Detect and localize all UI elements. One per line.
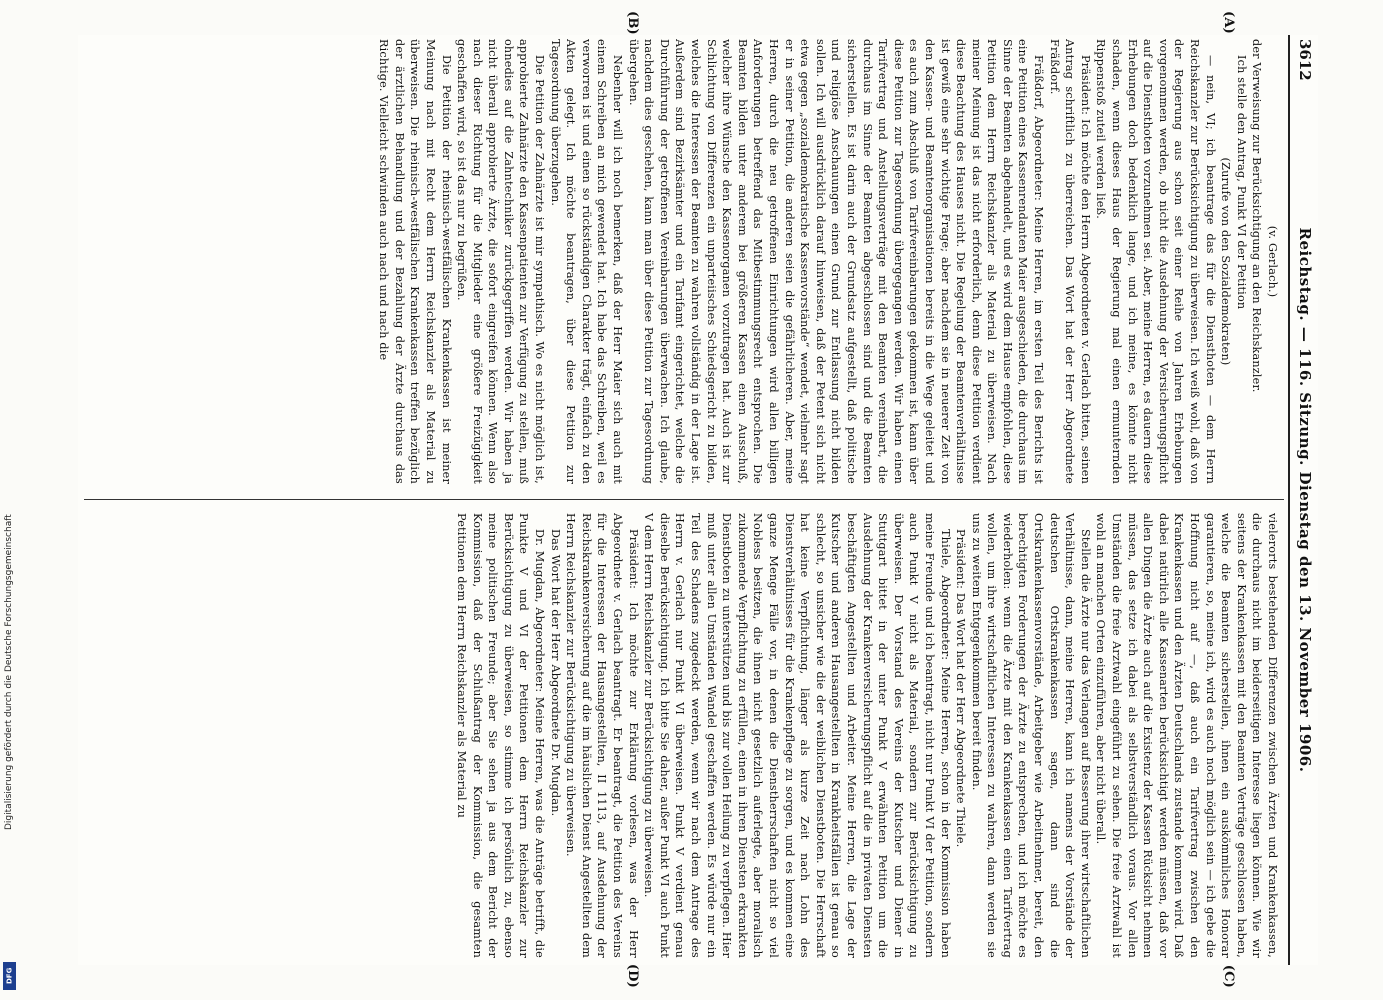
- dfg-logo: DFG: [3, 962, 16, 990]
- paragraph: Fräßdorf, Abgeordneter: Meine Herren, im ersten Teil des Berichts ist eine Petition eines Kassenrendanten Maier ausgeschieden, die durchaus im Sinne der Beamten abgehandelt, und es wird dem Hause empfohlen, diese Petition dem Herrn Reichskanzler als Material zu überweisen. Nach meiner Meinung ist das nicht erforderlich, denn diese Petition verdient diese Beachtung des Hauses nicht. Die Regelung der Beamtenverhältnisse ist gewiß eine sehr wichtige Frage; aber nachdem sie in neuerer Zeit von den Kassen- und Beamtenorganisationen bereits in die Wege geleitet und es auch zum Abschluß von Tarifvereinbarungen gekommen ist, kann über diese Petition zur Tagesordnung übergegangen werden. Wir haben einen Tarifvertrag und Anstellungsverträge mit den Beamten vereinbart, die durchaus im Sinne der Beamten abgeschlossen sind und die Beamten sicherstellen. Es ist darin auch der Grundsatz aufgestellt, daß politische und religiöse Anschauungen einen Grund zur Entlassung nicht bilden sollen. Ich will ausdrücklich darauf hinweisen, daß der Petent sich nicht etwa gegen „sozialdemokratische Kassenvorstände“ wendet, vielmehr sagt er in seiner Petition, die anderen seien die gefährlicheren. Aber, meine Herren, durch die neu getroffenen Einrichtungen wird allen billigen Anforderungen betreffend das Mitbestimmungsrecht entsprochen. Die Beamten bilden unter anderem bei größeren Kassen einen Ausschuß, welcher ihre Wünsche den Kassenorganen vorzutragen hat. Auch ist zur Schlichtung von Differenzen ein unparteiisches Schiedsgericht zu bilden, welches die Interessen der Beamten zu wahren vollständig in der Lage ist. Außerdem sind Bezirksämter und ein Tarifamt eingerichtet, welche die Durchführung der getroffenen Vereinbarungen überwachen. Ich glaube, nachdem dies geschehen, kann man über diese Petition zur Tagesordnung übergehen.: [626, 39, 1046, 484]
- paragraph: Die Petition der Zahnärzte ist mir sympathisch. Wo es nicht möglich ist, approbierte Zahnärzte den Kassenpatienten zur Verfügung zu stellen, muß ohnedies auf die Zahntechniker zurückgegriffen werden. Wir haben ja nicht überall approbierte Ärzte, die sofort eingreifen können. Wenn also nach dieser Richtung für die Mitglieder eine größere Freizügigkeit geschaffen wird, so ist das nur zu begrüßen.: [455, 39, 547, 484]
- paragraph: Präsident: Ich möchte zur Erklärung vorlesen, was der Herr Abgeordnete v. Gerlach beantragt. Er beantragt, die Petition des Vereins für die Interessen der Hausangestellten, II 1113, auf Ausdehnung der Reichskrankenversicherung auf die im häuslichen Dienst Angestellten dem Herrn Reichskanzler zur Berücksichtigung zu überweisen.: [564, 513, 640, 958]
- margin-marker-d: (D): [625, 963, 640, 988]
- paragraph: Präsident: Das Wort hat der Herr Abgeordnete Thiele.: [954, 529, 968, 848]
- paragraph: Thiele, Abgeordneter: Meine Herren, schon in der Kommission haben meine Freunde und ich beantragt, nicht nur Punkt VI der Petition, sondern auch Punkt V nicht als Material, sondern zur Berücksichtigung zu überweisen. Der Vorstand des Vereins der Kutscher und Diener in Stuttgart bittet in der unter Punkt V erwähnten Petition um die Ausdehnung der Krankenversicherungspflicht auf die in privaten Diensten beschäftigten Angestellten und Arbeiter. Meine Herren, die Lage der Kutscher und anderen Hausangestellten in Krankheitsfällen ist genau so schlecht, so unsicher wie die der weiblichen Dienstboten. Die Herrschaft hat keine Verpflichtung, länger als kurze Zeit nach Lohn des Dienstverhältnisses für die Krankenpflege zu sorgen, und es kommen eine ganze Menge Fälle vor, in denen die Dienstherrschaften nicht so viel Nobless besitzen, die ihnen nicht gesetzlich auferlegte, aber moralisch zukommende Verpflichtung zu erfüllen, einen in ihren Diensten erkrankten Dienstboten zu unterstützen und bis zur vollen Heilung zu verpflegen. Hier muß unter allen Umständen Wandel geschaffen werden. Es würde nur ein Teil des Schadens zugedeckt werden, wenn wir nach dem Antrage des Herrn v. Gerlach nur Punkt VI überweisen. Punkt V verdient genau dieselbe Berücksichtigung. Ich bitte Sie daher, außer Punkt VI auch Punkt V dem Herrn Reichskanzler zur Berücksichtigung zu überweisen.: [642, 513, 952, 958]
- page-number: 3612: [1296, 39, 1314, 81]
- margin-marker-c: (C): [1221, 964, 1236, 988]
- page-title: Reichstag. — 116. Sitzung. Dienstag den 13. November 1906.: [1296, 227, 1314, 773]
- margin-marker-b: (B): [625, 11, 640, 35]
- paragraph: Ich stelle den Antrag, Punkt VI der Petition: [1234, 55, 1248, 310]
- paragraph: — nein, VI; ich beantrage das für die Diensthoten — dem Herrn Reichskanzler zur Berücksichtigung zu überweisen. Ich weiß wohl, daß von der Regierung aus schon seit einer Reihe von Jahren Erhebungen vorgenommen werden, ob nicht die Ausdehnung der Versicherungspflicht auf die Diensthoten vorzunehmen sei. Aber, meine Herren, es dauern diese Erhebungen doch bedenklich lange, und ich meine, es könnte nicht schaden, wenn dieses Haus der Regierung mal einen ermunternden Rippenstoß zuteil werden ließ.: [1094, 39, 1217, 484]
- speaker-continuation: (v. Gerlach.): [1266, 225, 1279, 298]
- paragraph: der Verweisung zur Berücksichtigung an den Reichskanzler.: [1250, 39, 1264, 393]
- paragraph: Präsident: Ich möchte den Herrn Abgeordneten v. Gerlach bitten, seinen Antrag schriftlich zu überreichen. Das Wort hat der Herr Abgeordnete Fräßdorf.: [1047, 39, 1092, 484]
- interjection: (Zurufe von den Sozialdemokraten): [1219, 157, 1233, 366]
- paragraph: Nebenher will ich noch bemerken, daß der Herr Maier sich auch mit einem Schreiben an mich gewendet hat. Ich habe das Schreiben, weil es verworren ist und einen so rückständigen Charakter trägt, einfach zu den Akten gelegt. Ich möchte beantragen, über diese Petition zur Tagesordnung überzugehen.: [548, 39, 625, 484]
- paragraph: Stellen die Ärzte nur das Verlangen auf Besserung ihrer wirtschaftlichen Verhältnisse, dann, meine Herren, kann ich namens der Vorstände der deutschen Ortskrankenkassen sagen, dann sind die Ortskrankenkassenvorstände, Arbeitgeber wie Arbeitnehmer, bereit, den berechtigten Forderungen der Ärzte zu entsprechen, und ich möchte es wiederholen: wenn die Ärzte mit den Krankenkassen einen Tarifvertrag wollen, um ihre wirtschaftlichen Interessen zu wahren, dann werden sie uns zu weitem Entgegenkommen bereit finden.: [969, 513, 1092, 958]
- paragraph: Das Wort hat der Herr Abgeordnete Dr. Mugdan.: [548, 529, 562, 817]
- paragraph: Dr. Mugdan, Abgeordneter: Meine Herren, was die Anträge betrifft, die Punkte V und VI der Petitionen dem Herrn Reichskanzler zur Berücksichtigung zu überweisen, so stimme ich persönlich zu, ebenso meine politischen Freunde; aber Sie sehen ja aus dem Bericht der Kommission, daß der Schlußantrag der Kommission, die gesamten Petitionen dem Herrn Reichskanzler als Material zu: [455, 513, 547, 958]
- margin-marker-a: (A): [1221, 11, 1236, 34]
- left-column: [376, 11, 1280, 484]
- paragraph: Die Petition der rheinisch-westfälischen Krankenkassen ist meiner Meinung nach mit Recht dem Herrn Reichskanzler als Material zu überweisen. Die rheinisch-westfälischen Krankenkassen treffen bezüglich der ärztlichen Behandlung und der Bezahlung der Ärzte durchaus das Richtige. Vielleicht schwinden auch nach und nach die: [377, 39, 453, 484]
- column-divider: [84, 499, 1284, 500]
- rotated-document-sheet: [78, 11, 1318, 988]
- page-header: [1288, 35, 1318, 965]
- right-column: [454, 513, 1280, 988]
- digitization-credit: Digitalisierung gefördert durch die Deutsche Forschungsgemeinschaft: [4, 514, 14, 830]
- paragraph: vielerorts bestehenden Differenzen zwischen Ärzten und Krankenkassen, die durchaus nicht im beiderseitigen Interesse liegen können. Wie wir seitens der Krankenkassen mit den Beamten Verträge geschlossen haben, welche die Beamten sicherstellen, ihnen ein auskömmliches Honorar garantieren, so, meine ich, wird es auch noch möglich sein — ich gebe die Hoffnung nicht auf —, daß auch ein Tarifvertrag zwischen den Krankenkassen und den Ärzten Deutschlands zustande kommen wird. Daß dabei natürlich alle Kassenarten berücksichtigt werden müssen, daß vor allen Dingen die Ärzte auch auf die Existenz der Kassen Rücksicht nehmen müssen, das setze ich dabei als selbstverständlich voraus. Vor allen Umständen die freie Arztwahl eingeführt zu sehen. Die freie Arztwahl ist wohl an manchen Orten einzuführen, aber nicht überall.: [1094, 513, 1279, 958]
